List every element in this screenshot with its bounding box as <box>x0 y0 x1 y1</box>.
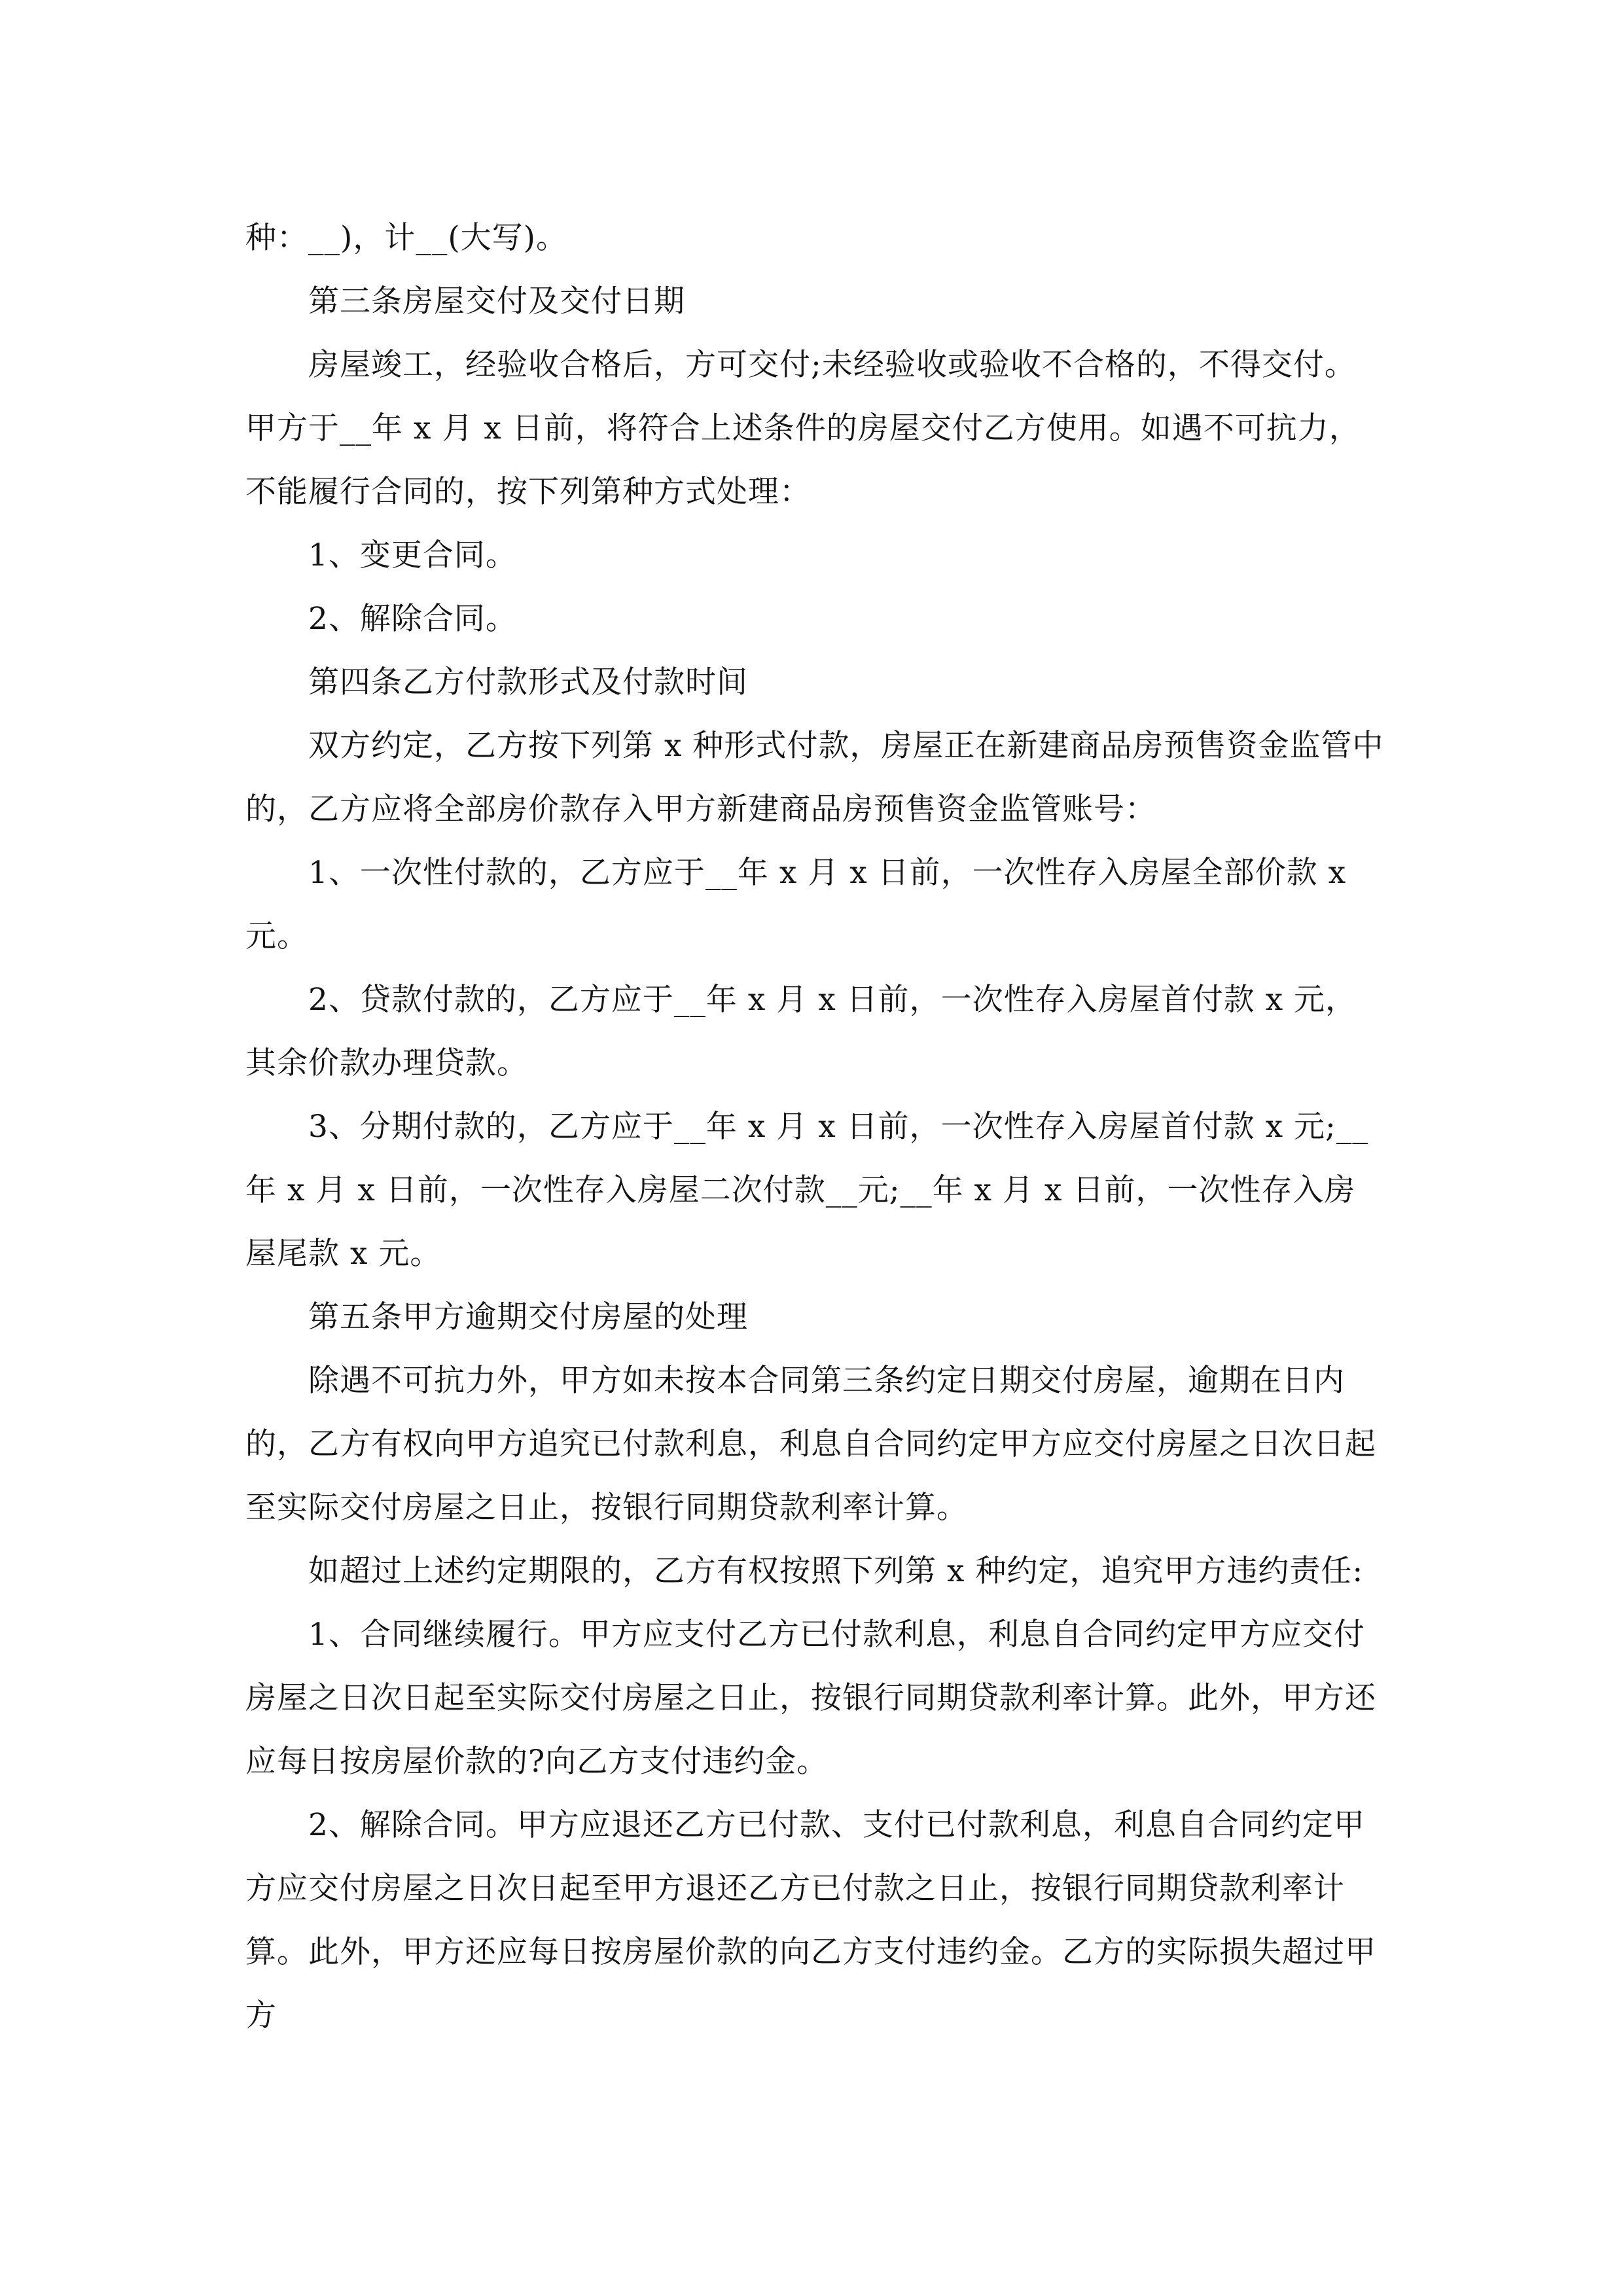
article-heading-4: 第四条乙方付款形式及付款时间 <box>308 664 748 700</box>
article-heading-5: 第五条甲方逾期交付房屋的处理 <box>308 1299 748 1335</box>
list-item: 2、解除合同。 <box>308 601 517 637</box>
document-body <box>245 206 1384 2047</box>
paragraph: 房屋竣工，经验收合格后，方可交付;未经验收或验收不合格的，不得交付。甲方于__年 x 月 x 日前，将符合上述条件的房屋交付乙方使用。如遇不可抗力，不能履行合同的，按下列第种方式处理： <box>245 347 1361 510</box>
list-item: 1、合同继续履行。甲方应支付乙方已付款利息，利息自合同约定甲方应交付房屋之日次日起至实际交付房屋之日止，按银行同期贷款利率计算。此外，甲方还应每日按房屋价款的?向乙方支付违约金。 <box>245 1617 1376 1780</box>
article-heading-3: 第三条房屋交付及交付日期 <box>308 283 685 319</box>
list-item: 2、解除合同。甲方应退还乙方已付款、支付已付款利息，利息自合同约定甲方应交付房屋之日次日起至甲方退还乙方已付款之日止，按银行同期贷款利率计算。此外，甲方还应每日按房屋价款的向乙方支付违约金。乙方的实际损失超过甲方 <box>245 1807 1376 2034</box>
list-item: 2、贷款付款的，乙方应于__年 x 月 x 日前，一次性存入房屋首付款 x 元，其余价款办理贷款。 <box>245 982 1357 1081</box>
list-item: 1、变更合同。 <box>308 537 517 573</box>
paragraph-continuation: 种：__)，计__(大写)。 <box>245 220 568 256</box>
paragraph: 除遇不可抗力外，甲方如未按本合同第三条约定日期交付房屋，逾期在日内的，乙方有权向甲方追究已付款利息，利息自合同约定甲方应交付房屋之日次日起至实际交付房屋之日止，按银行同期贷款利率计算。 <box>245 1363 1376 1526</box>
paragraph: 双方约定，乙方按下列第 x 种形式付款，房屋正在新建商品房预售资金监管中的，乙方应将全部房价款存入甲方新建商品房预售资金监管账号： <box>245 728 1384 827</box>
list-item: 3、分期付款的，乙方应于__年 x 月 x 日前，一次性存入房屋首付款 x 元;__年 x 月 x 日前，一次性存入房屋二次付款__元;__年 x 月 x 日前，一次性存入房屋尾款 x 元。 <box>245 1109 1368 1272</box>
list-item: 1、一次性付款的，乙方应于__年 x 月 x 日前，一次性存入房屋全部价款 x 元。 <box>245 855 1357 954</box>
paragraph: 如超过上述约定期限的，乙方有权按照下列第 x 种约定，追究甲方违约责任: <box>308 1553 1364 1589</box>
